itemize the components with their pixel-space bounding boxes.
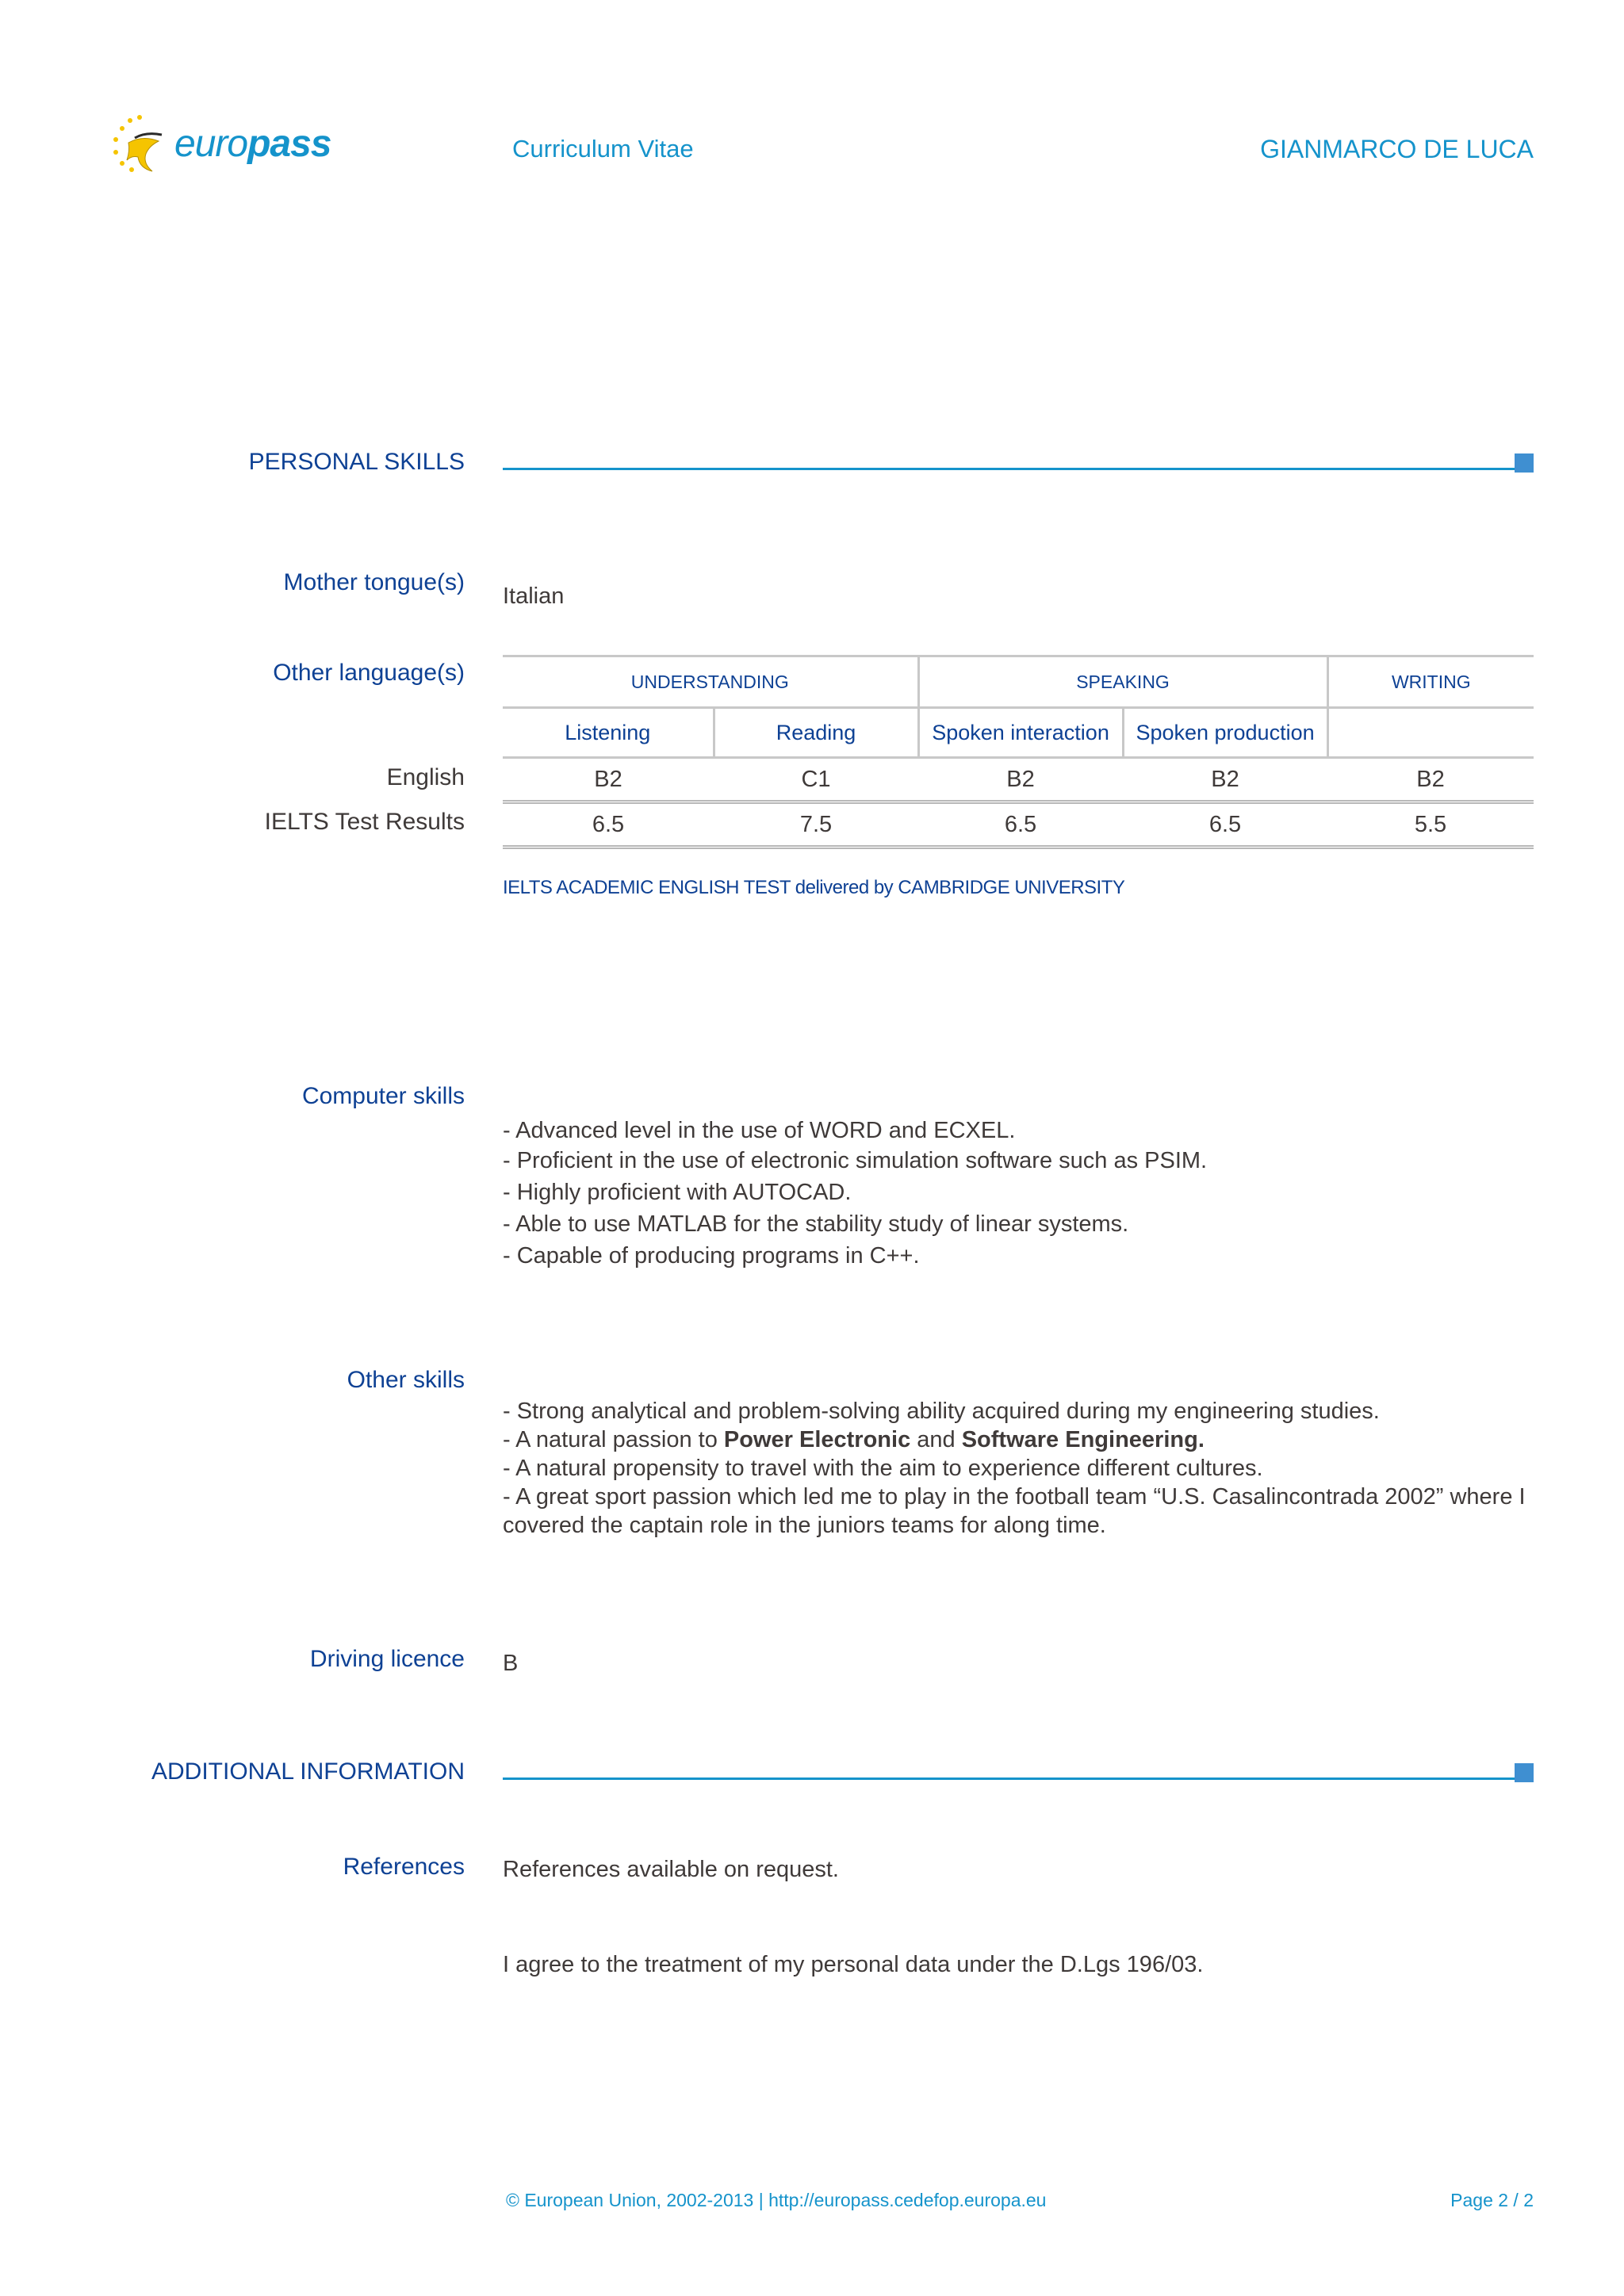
other-skills-text bbox=[503, 1397, 1534, 1540]
table-group-writing: WRITING bbox=[1327, 656, 1534, 708]
list-item: - Able to use MATLAB for the stability study of linear systems. bbox=[503, 1211, 1129, 1237]
list-item: - Proficient in the use of electronic simulation software such as PSIM. bbox=[503, 1148, 1208, 1173]
table-cell: 6.5 bbox=[918, 802, 1123, 848]
language-row-label-ielts: IELTS Test Results bbox=[264, 809, 465, 835]
table-cell: B2 bbox=[1123, 758, 1327, 802]
language-skills-table bbox=[503, 655, 1534, 849]
list-item: - A natural passion to Power Electronic and Software Engineering. bbox=[503, 1427, 1205, 1452]
candidate-name: GIANMARCO DE LUCA bbox=[1260, 135, 1534, 163]
driving-licence-label: Driving licence bbox=[309, 1646, 465, 1672]
europass-logo bbox=[111, 111, 341, 190]
list-item: - A great sport passion which led me to play in the football team “U.S. Casalincontrada 2002” where I covered the captain role in the juniors teams for along time. bbox=[503, 1484, 1526, 1538]
table-cell: B2 bbox=[1327, 758, 1534, 802]
europass-wordmark: europass bbox=[174, 123, 331, 165]
table-subheader: Spoken interaction bbox=[918, 708, 1123, 758]
table-subheader: Spoken production bbox=[1123, 708, 1327, 758]
section-divider bbox=[503, 468, 1534, 470]
page-number: Page 2 / 2 bbox=[1450, 2190, 1534, 2210]
table-cell: B2 bbox=[503, 758, 714, 802]
driving-licence-value: B bbox=[503, 1651, 519, 1676]
section-marker-square bbox=[1515, 1763, 1534, 1782]
list-item: - A natural propensity to travel with the aim to experience different cultures. bbox=[503, 1456, 1263, 1481]
document-title: Curriculum Vitae bbox=[512, 135, 694, 163]
table-cell: C1 bbox=[714, 758, 918, 802]
table-cell: 6.5 bbox=[503, 802, 714, 848]
table-cell: B2 bbox=[918, 758, 1123, 802]
computer-skills-label: Computer skills bbox=[301, 1083, 465, 1109]
footer-copyright: © European Union, 2002-2013 | http://europass.cedefop.europa.eu bbox=[506, 2190, 1047, 2210]
section-title-additional-information: ADDITIONAL INFORMATION bbox=[151, 1758, 465, 1785]
table-cell: 6.5 bbox=[1123, 802, 1327, 848]
references-label: References bbox=[343, 1854, 465, 1880]
list-item: - Strong analytical and problem-solving ability acquired during my engineering studies. bbox=[503, 1399, 1380, 1424]
computer-skills-list bbox=[503, 1118, 1207, 1275]
section-title-personal-skills: PERSONAL SKILLS bbox=[248, 449, 465, 475]
europass-star-figure-icon bbox=[111, 111, 182, 182]
table-row bbox=[503, 802, 1534, 848]
table-row bbox=[503, 758, 1534, 802]
emphasis: Software Engineering. bbox=[961, 1427, 1205, 1452]
table-cell: 5.5 bbox=[1327, 802, 1534, 848]
references-value: References available on request. bbox=[503, 1857, 839, 1882]
language-note: IELTS ACADEMIC ENGLISH TEST delivered by CAMBRIDGE UNIVERSITY bbox=[503, 877, 1125, 898]
list-item: - Highly proficient with AUTOCAD. bbox=[503, 1180, 852, 1205]
section-marker-square bbox=[1515, 453, 1534, 473]
mother-tongue-value: Italian bbox=[503, 584, 565, 609]
list-item: - Advanced level in the use of WORD and ECXEL. bbox=[503, 1118, 1016, 1143]
section-divider bbox=[503, 1777, 1534, 1780]
language-row-label-english: English bbox=[386, 764, 465, 790]
table-subheader: Listening bbox=[503, 708, 714, 758]
table-cell: 7.5 bbox=[714, 802, 918, 848]
emphasis: Power Electronic bbox=[723, 1427, 911, 1452]
table-subheader bbox=[1327, 708, 1534, 758]
other-skills-label: Other skills bbox=[347, 1367, 465, 1393]
table-group-speaking: SPEAKING bbox=[918, 656, 1327, 708]
table-group-understanding: UNDERSTANDING bbox=[503, 656, 918, 708]
consent-statement: I agree to the treatment of my personal data under the D.Lgs 196/03. bbox=[503, 1952, 1204, 1977]
mother-tongue-label: Mother tongue(s) bbox=[283, 569, 465, 595]
other-languages-label: Other language(s) bbox=[273, 660, 465, 686]
list-item: - Capable of producing programs in C++. bbox=[503, 1243, 920, 1269]
table-subheader: Reading bbox=[714, 708, 918, 758]
